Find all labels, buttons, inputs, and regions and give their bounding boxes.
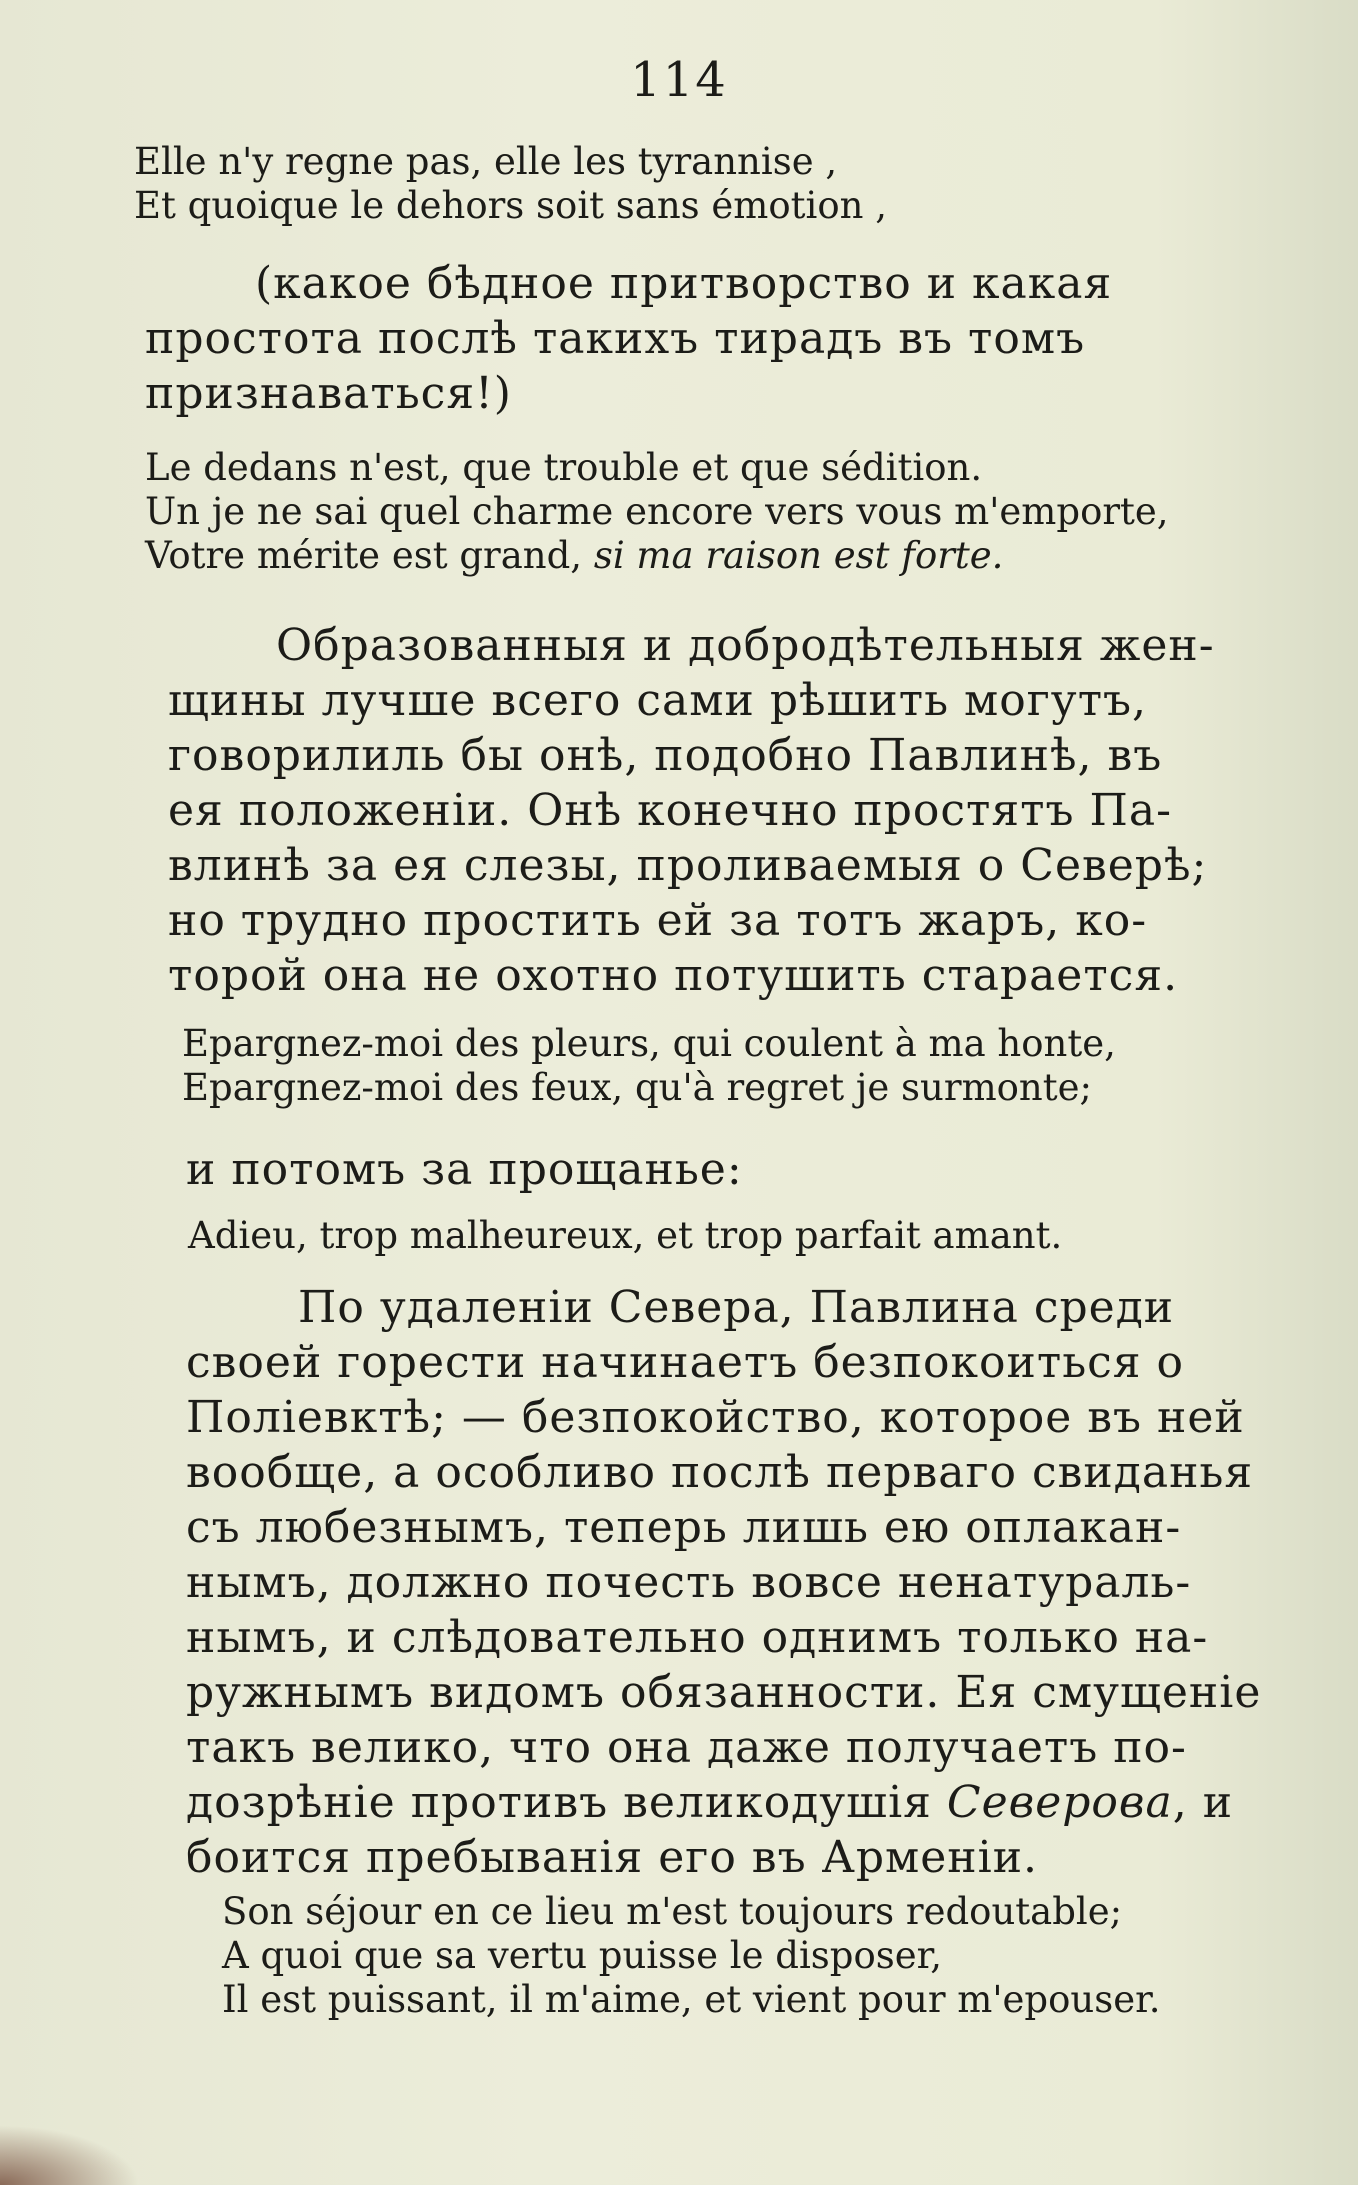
paragraph-italic-text: Северова: [946, 1777, 1173, 1828]
paragraph-line: влинѣ за ея слезы, проливаемыя о Северѣ;: [168, 840, 1208, 891]
quote-line: Le dedans n'est, que trouble et que sédition.: [145, 446, 983, 489]
paragraph-line: Образованныя и добродѣтельныя жен-: [276, 620, 1215, 671]
paragraph-line: ея положеніи. Онѣ конечно простятъ Па-: [168, 785, 1172, 836]
quote-line: Il est puissant, il m'aime, et vient pour m'epouser.: [222, 1978, 1161, 2021]
page-edge-shadow: [0, 2125, 140, 2185]
russian-paragraph-2: [168, 618, 1298, 1003]
french-quote-5: [222, 1890, 1160, 2022]
paragraph-line: ружнымъ видомъ обязанности. Ея смущеніе: [186, 1667, 1262, 1718]
paragraph-line: нымъ, и слѣдовательно однимъ только на-: [186, 1612, 1209, 1663]
paragraph-line: боится пребыванія его въ Арменіи.: [186, 1832, 1039, 1883]
french-quote-3: [182, 1022, 1116, 1110]
quote-line: Son séjour en ce lieu m'est toujours redoutable;: [222, 1890, 1123, 1933]
paragraph-line: такъ велико, что она даже получаетъ по-: [186, 1722, 1187, 1773]
quote-line: Et quoique le dehors soit sans émotion ,: [134, 184, 887, 227]
paragraph-text: , и: [1172, 1777, 1234, 1828]
paragraph-line: По удаленіи Севера, Павлина среди: [298, 1282, 1175, 1333]
page-number: 114: [630, 52, 728, 108]
russian-paragraph-3: [186, 1280, 1326, 1885]
quote-italic-text: si ma raison est forte.: [593, 534, 1004, 577]
quote-line: [145, 534, 1169, 578]
quote-line: Elle n'y regne pas, elle les tyrannise ,: [134, 140, 838, 183]
russian-paragraph-1: [145, 256, 1295, 421]
quote-text: Votre mérite est grand,: [145, 534, 583, 577]
french-quote-1: [134, 140, 887, 228]
paragraph-line: торой она не охотно потушить старается.: [168, 950, 1179, 1001]
paragraph-line: вообще, а особливо послѣ перваго свиданья: [186, 1447, 1254, 1498]
quote-line: A quoi que sa vertu puisse le disposer,: [222, 1934, 943, 1977]
paragraph-line: своей горести начинаетъ безпокоиться о: [186, 1337, 1185, 1388]
french-quote-4: Adieu, trop malheureux, et trop parfait amant.: [188, 1214, 1063, 1257]
paragraph-line: простота послѣ такихъ тирадъ въ томъ: [145, 313, 1086, 364]
paragraph-line: (какое бѣдное притворство и какая: [255, 258, 1113, 309]
paragraph-line: говорилиль бы онѣ, подобно Павлинѣ, въ: [168, 730, 1163, 781]
french-quote-2: [145, 446, 1169, 578]
paragraph-line: признаваться!): [145, 368, 512, 419]
paragraph-text: дозрѣніе противъ великодушія: [186, 1777, 932, 1828]
paragraph-line: нымъ, должно почесть вовсе ненатураль-: [186, 1557, 1192, 1608]
quote-line: Epargnez-moi des feux, qu'à regret je surmonte;: [182, 1066, 1092, 1109]
russian-farewell-line: и потомъ за прощанье:: [186, 1144, 743, 1195]
paragraph-line: но трудно простить ей за тотъ жаръ, ко-: [168, 895, 1148, 946]
quote-line: Un je ne sai quel charme encore vers vous m'emporte,: [145, 490, 1169, 533]
paragraph-line: щины лучше всего сами рѣшить могутъ,: [168, 675, 1148, 726]
paragraph-line: Поліевктѣ; — безпокойство, которое въ ней: [186, 1392, 1245, 1443]
paragraph-line: съ любезнымъ, теперь лишь ею оплакан-: [186, 1502, 1182, 1553]
paragraph-line: [186, 1775, 1326, 1830]
quote-line: Epargnez-moi des pleurs, qui coulent à ma honte,: [182, 1022, 1116, 1065]
